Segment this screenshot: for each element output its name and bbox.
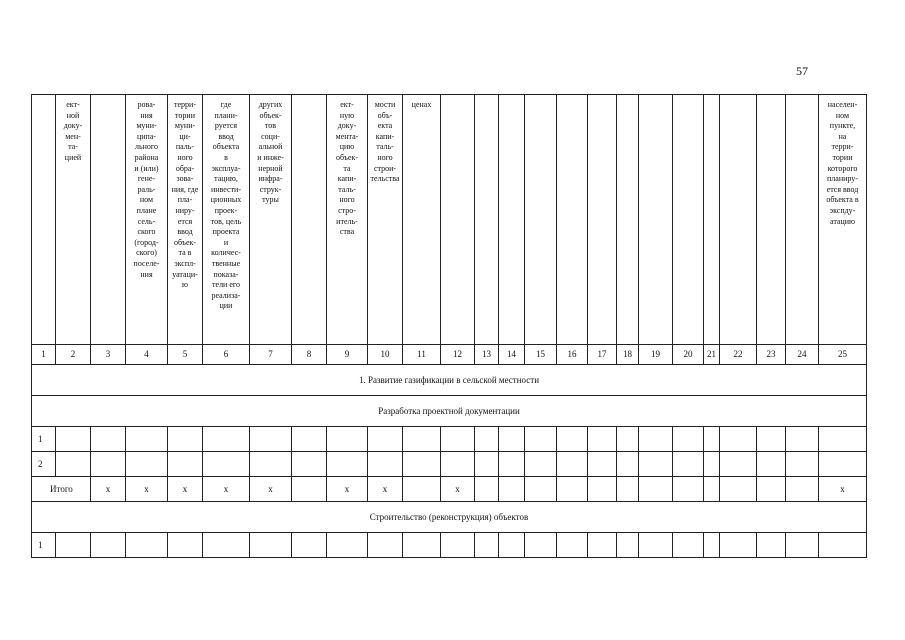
table-row (32, 452, 867, 477)
total-mark (403, 477, 441, 502)
row-number: 1 (32, 427, 56, 452)
column-number: 10 (368, 345, 403, 365)
total-mark: x (168, 477, 203, 502)
table-row (32, 427, 867, 452)
column-number: 16 (557, 345, 588, 365)
column-number: 13 (475, 345, 499, 365)
column-number: 7 (250, 345, 292, 365)
column-number: 5 (168, 345, 203, 365)
column-number: 14 (499, 345, 525, 365)
column-number: 25 (819, 345, 867, 365)
column-number: 17 (588, 345, 617, 365)
total-mark (639, 477, 673, 502)
subsection-title: Разработка проектной документации (32, 396, 867, 427)
header-cell: других объек- тов соци- альной и инже- нерной инфра- струк- туры (257, 100, 284, 205)
subsection-construction-row (32, 502, 867, 533)
column-number: 12 (441, 345, 475, 365)
total-mark (617, 477, 639, 502)
program-table (31, 94, 867, 558)
total-mark: x (91, 477, 126, 502)
total-label: Итого (32, 477, 91, 502)
section-title-row (32, 365, 867, 396)
header-cell: ект- ной доку- мен- та- цией (63, 100, 83, 162)
column-number: 18 (617, 345, 639, 365)
total-mark: x (368, 477, 403, 502)
column-number: 9 (327, 345, 368, 365)
total-mark (557, 477, 588, 502)
total-mark (673, 477, 704, 502)
header-cell: мости объ- екта капи- таль- ного строи- тельства (370, 100, 400, 184)
header-cell: ект- ную доку- мента- цию объек- та капи- таль- ного стро- итель- ства (335, 100, 359, 237)
header-cell: населен- ном пункте, на терри- тории которого планиру- ется ввод объекта в экспду- атацию (826, 100, 859, 226)
total-mark (475, 477, 499, 502)
column-number: 24 (786, 345, 819, 365)
column-number: 19 (639, 345, 673, 365)
total-mark: x (819, 477, 867, 502)
total-mark: x (126, 477, 168, 502)
total-mark (720, 477, 757, 502)
total-mark (292, 477, 327, 502)
total-mark (499, 477, 525, 502)
column-number: 23 (757, 345, 786, 365)
subsection-design-row (32, 396, 867, 427)
column-number: 11 (403, 345, 441, 365)
column-number: 21 (704, 345, 720, 365)
column-number: 8 (292, 345, 327, 365)
column-number: 20 (673, 345, 704, 365)
total-mark (786, 477, 819, 502)
column-number: 4 (126, 345, 168, 365)
subsection-title: Строительство (реконструкция) объектов (32, 502, 867, 533)
header-cell: рова- ния муни- ципа- льного района и (или) гене- раль- ном плане сель- ского (город- ского) поселе- ния (133, 100, 160, 279)
header-cell: где плани- руется ввод объекта в эксплуа- тацию, инвести- ционных проек- тов, цель проекта и количес- твенные показа- тели его реализа- ции (210, 100, 242, 311)
total-mark (704, 477, 720, 502)
total-mark: x (327, 477, 368, 502)
column-number: 15 (525, 345, 557, 365)
column-number: 22 (720, 345, 757, 365)
total-row (32, 477, 867, 502)
column-number: 6 (203, 345, 250, 365)
total-mark: x (441, 477, 475, 502)
row-number: 1 (32, 533, 56, 558)
column-number: 3 (91, 345, 126, 365)
row-number: 2 (32, 452, 56, 477)
page-number: 57 (796, 64, 808, 78)
header-row (32, 95, 867, 345)
total-mark: x (250, 477, 292, 502)
column-number: 1 (32, 345, 56, 365)
total-mark (757, 477, 786, 502)
section-title: 1. Развитие газификации в сельской местности (32, 365, 867, 396)
total-mark (525, 477, 557, 502)
header-cell: ценах (411, 100, 432, 109)
column-number-row (32, 345, 867, 365)
column-number: 2 (56, 345, 91, 365)
total-mark: x (203, 477, 250, 502)
total-mark (588, 477, 617, 502)
table-row (32, 533, 867, 558)
header-cell: терри- тории муни- ци- паль- ного обра- зова- ния, где пла- ниру- ется ввод объек- та в экспл- уатаци- ю (171, 100, 199, 290)
